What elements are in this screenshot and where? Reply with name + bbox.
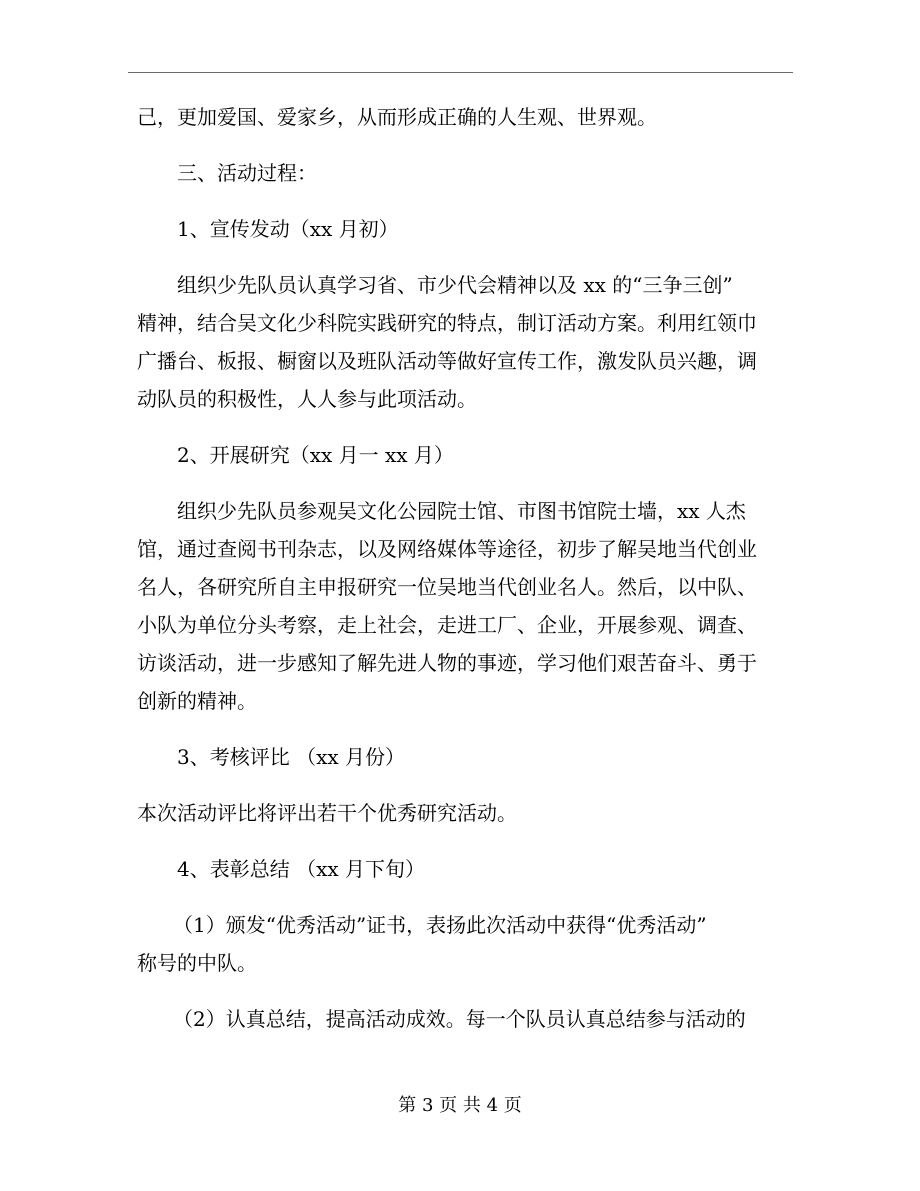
paragraph-line: 名人，各研究所自主申报研究一位吴地当代创业名人。然后，以中队、 — [137, 575, 757, 599]
document-body — [137, 98, 797, 1038]
paragraph-line: 称号的中队。 — [137, 951, 257, 975]
header-rule — [128, 72, 793, 73]
paragraph-line: 组织少先队员参观吴文化公园院士馆、市图书馆院士墙，xx 人杰 — [177, 499, 746, 523]
page-number: 第 3 页 共 4 页 — [398, 1095, 522, 1116]
paragraph-line: 创新的精神。 — [137, 689, 257, 713]
paragraph-line: 精神，结合吴文化少科院实践研究的特点，制订活动方案。利用红领巾 — [137, 311, 757, 335]
section-heading: 三、活动过程： — [177, 161, 317, 185]
paragraph-line: 广播台、板报、橱窗以及班队活动等做好宣传工作，激发队员兴趣，调 — [137, 349, 757, 373]
step-heading-1: 1、宣传发动（xx 月初） — [177, 217, 399, 241]
paragraph-line: 馆，通过查阅书刊杂志，以及网络媒体等途径，初步了解吴地当代创业 — [137, 537, 757, 561]
paragraph-line: （1）颁发“优秀活动”证书，表扬此次活动中获得“优秀活动” — [173, 913, 707, 937]
paragraph-line: 己，更加爱国、爱家乡，从而形成正确的人生观、世界观。 — [137, 105, 657, 129]
step-heading-3: 3、考核评比 （xx 月份） — [177, 745, 405, 769]
paragraph-line: 本次活动评比将评出若干个优秀研究活动。 — [137, 801, 517, 825]
paragraph-line: 小队为单位分头考察，走上社会，走进工厂、企业，开展参观、调查、 — [137, 613, 757, 637]
step-heading-2: 2、开展研究（xx 月一 xx 月） — [177, 443, 454, 467]
paragraph-line: 动队员的积极性，人人参与此项活动。 — [137, 387, 477, 411]
paragraph-line: 组织少先队员认真学习省、市少代会精神以及 xx 的“三争三创” — [177, 273, 733, 297]
paragraph-line: （2）认真总结，提高活动成效。每一个队员认真总结参与活动的 — [173, 1007, 746, 1031]
paragraph-line: 访谈活动，进一步感知了解先进人物的事迹，学习他们艰苦奋斗、勇于 — [137, 651, 757, 675]
step-heading-4: 4、表彰总结 （xx 月下旬） — [177, 857, 425, 881]
